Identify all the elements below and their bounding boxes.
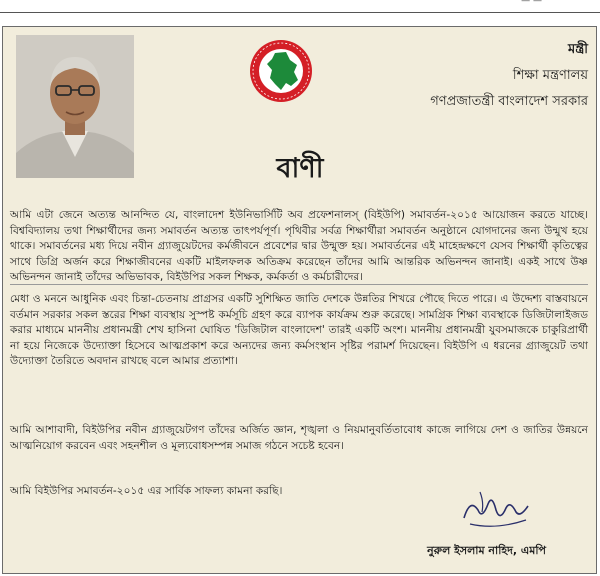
minister-header xyxy=(368,40,588,113)
message-title: বাণী xyxy=(276,153,324,184)
government-seal xyxy=(248,38,314,104)
handwritten-signature-icon xyxy=(456,480,536,540)
government-name: গণপ্রজাতন্ত্রী বাংলাদেশ সরকার xyxy=(430,94,588,109)
message-paragraph-1: আমি এটা জেনে অত্যন্ত আনন্দিত যে, বাংলাদেশ ইউনিভার্সিটি অব প্রফেশনালস্ (বিইউপি) সমাবর্তন-২০১৫ আয়োজন করতে যাচ্ছে। বিশ্ববিদ্যালয় তথা শিক্ষার্থীদের জন্য সমাবর্তন অত্যন্ত তাৎপর্যপূর্ণ। পৃথিবীর সর্বত্র শিক্ষার্থীরা সমাবর্তন অনুষ্ঠানে যোগদানের জন্য উন্মুখ হয়ে থাকে। সমাবর্তনের মধ্য দিয়ে নবীন গ্র্যাজুয়েটদের কর্মজীবনে প্রবেশের দ্বার উন্মুক্ত হয়। সমাবর্তনের এই মাহেন্দ্রক্ষণে যেসব শিক্ষার্থী কৃতিত্বের সাথে ডিগ্রি অর্জন করে শিক্ষাজীবনের একটি মাইলফলক অতিক্রম করেছেন তাঁদের আমি আন্তরিক অভিনন্দন জানাই। একই সাথে উষ্ণ অভিনন্দন জানাই তাঁদের অভিভাবক, বিইউপির সকল শিক্ষক, কর্মকর্তা ও কর্মচারীদের। xyxy=(10,209,588,284)
top-strip-text: — — xyxy=(521,0,542,6)
minister-title: মন্ত্রী xyxy=(568,42,588,57)
paragraph-divider xyxy=(10,284,588,285)
signature xyxy=(456,480,536,540)
message-paragraph-3: আমি আশাবাদী, বিইউপির নবীন গ্র্যাজুয়েটগণ তাঁদের অর্জিত জ্ঞান, শৃঙ্খলা ও নিয়মানুবর্তিতাবোধ কাজে লাগিয়ে দেশ ও জাতির উন্নয়নে আত্মনিয়োগ করবেন এবং সহনশীল ও মূল্যবোধসম্পন্ন সমাজ গঠনে সচেষ্ট হবেন। xyxy=(10,424,588,452)
top-strip xyxy=(0,0,600,13)
message-paragraph-4: আমি বিইউপির সমাবর্তন-২০১৫ এর সার্বিক সাফল্য কামনা করছি। xyxy=(10,485,283,497)
bangladesh-seal-icon xyxy=(248,38,314,104)
message-paragraph-2: মেধা ও মননে আধুনিক এবং চিন্তা-চেতনায় প্রাগ্রসর একটি সুশিক্ষিত জাতি দেশকে উন্নতির শিখরে পৌছে দিতে পারে। এ উদ্দেশ্য বাস্তবায়নে বর্তমান সরকার সকল স্তরের শিক্ষা ব্যবস্থায় সুস্পষ্ট কর্মসূচি গ্রহণ করে ব্যাপক কার্যক্রম শুরু করেছে। সামগ্রিক শিক্ষা ব্যবস্থাকে ডিজিটালাইজড করার মাধ্যমে মাননীয় প্রধানমন্ত্রী শেখ হাসিনা ঘোষিত 'ডিজিটাল বাংলাদেশ' তারই একটি অংশ। মাননীয় প্রধানমন্ত্রী যুবসমাজকে চাকুরিপ্রার্থী না হয়ে নিজেকে উদ্যোক্তা হিসেবে আত্মপ্রকাশ করে অন্যদের জন্য কর্মসংস্থান সৃষ্টির পরামর্শ দিয়েছেন। বিইউপি এ ধরনের গ্র্যাজুয়েট তথা উদ্যোক্তা তৈরিতে অবদান রাখছে বলে আমার প্রত্যাশা। xyxy=(10,293,588,368)
signatory-name: নুরুল ইসলাম নাহিদ, এমপি xyxy=(427,544,546,557)
ministry-name: শিক্ষা মন্ত্রণালয় xyxy=(512,68,588,83)
